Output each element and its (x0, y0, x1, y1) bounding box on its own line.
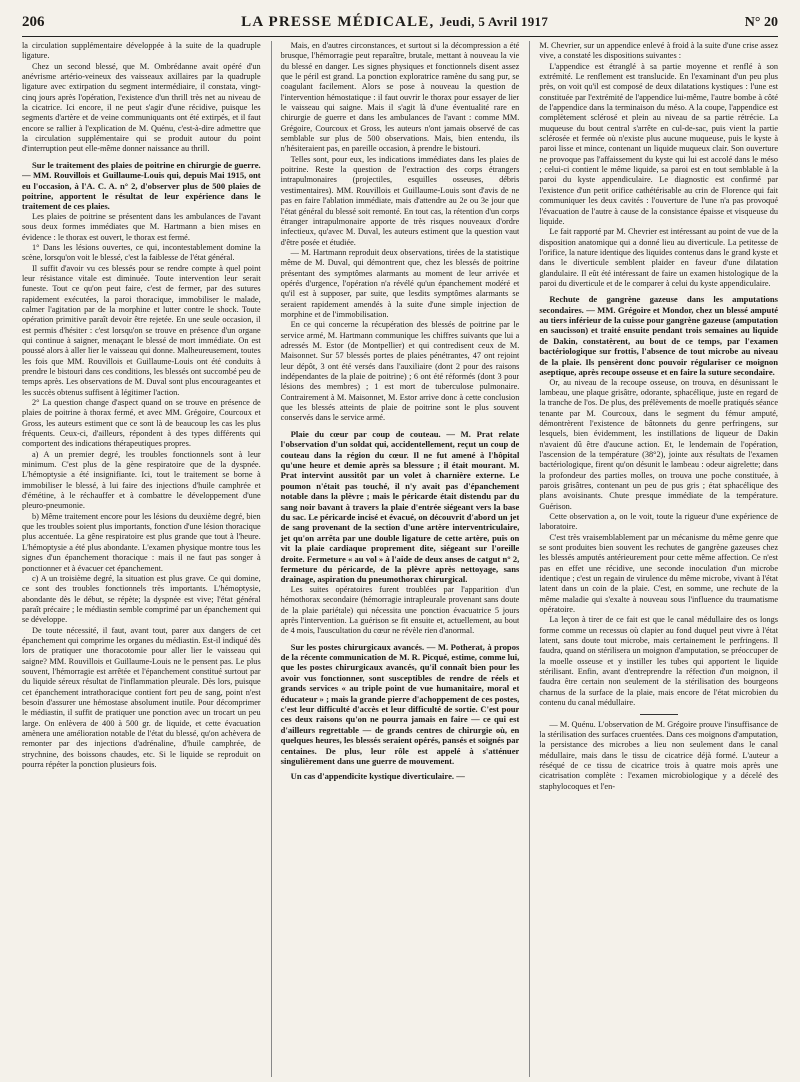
article-paragraph: Les plaies de poitrine se présentent dans les ambulances de l'avant sous deux formes immédiates que M. Hartmann a bien mises en évidence : le thorax est ouvert, le thorax est fermé. (22, 211, 261, 242)
article-paragraph: la circulation supplémentaire développée à la suite de la quadruple ligature. (22, 41, 261, 61)
article-paragraph: Chez un second blessé, que M. Ombrédanne avait opéré d'un anévrisme artério-veineux des vaisseaux axillaires par la quadruple ligature avec extirpation du segment intermédiaire, il constata, vingt-cinq jours après l'opération, l'existence d'un thrill très net au niveau de la cicatrice. Ici encore, il ne peut s'agir d'une récidive, puisque les segments d'artère et de veine communiquants ont été extirpés, et il faut encore se rallier à l'explication de M. Quénu, c'est-à-dire admettre que la circulation supplémentaire qui se produit autour du point d'interruption peut elle-même donner naissance au thrill. (22, 61, 261, 154)
article-paragraph: L'appendice est étranglé à sa partie moyenne et renflé à son extrémité. Le renflement est translucide. En l'examinant d'un peu plus près, on voit qu'il est composé de deux dilatations kystiques : l'une est constituée par l'extrémité de l'appendice lui-même, l'autre bombe à côté de l'appendice dans la terminaison du méso. A la coupe, l'appendice est complètement sclérosé et plein au niveau de sa partie rétrécie. La muqueuse du bout central s'arrête en cul-de-sac, puis vient la partie sclérosée et fermée où n'existe plus aucune muqueuse, puis le kyste à paroi lisse et mince, contenant un liquide muqueux clair. Son ouverture ne provoque pas l'affaissement du kyste qui lui est accolé dans le méso ; celui-ci contient le même liquide, sa paroi est en tout semblable à la paroi du kyste appendiculaire. Le diagnostic est confirmé par l'existence d'un petit orifice cathétérisable au crin de Florence qui fait communiquer les deux cavités : l'ouverture de l'une n'a pas provoqué l'évacuation de l'autre à cause de la consistance épaisse et visqueuse du liquide. (539, 61, 779, 226)
article-paragraph: — M. Hartmann reproduit deux observations, tirées de la statistique même de M. Duval, qui démontrent que, chez les blessés de poitrine présentant des symptômes alarmants au moment de leur arrivée et opérés d'urgence, l'opération n'a révélé qu'un épanchement modéré et qu'il est à supposer, par suite, que lesdits symptômes alarmants se seraient rapidement amendés à la suite d'une simple injection de morphine et de l'immobilisation. (280, 247, 520, 319)
article-paragraph: De toute nécessité, il faut, avant tout, parer aux dangers de cet épanchement qui comprime les organes du médiastin. Est-il indiqué dès lors de pratiquer une thoracotomie pour aller lier le vaisseau qui saigne? MM. Rouvillois et Guillaume-Louis ne le pensent pas. Le plus souvent, l'hémorragie est arrêtée et l'épanchement constitué surtout par du liquide séreux résultat de l'inflammation pleurale. Dès lors, puisque cet épanchement intrathoracique contient fort peu de sang, point n'est besoin d'assurer une hémostase absolument inutile. Pour décomprimer le médiastin, il suffit de pratiquer une ponction avec un trocart un peu large. On enlèvera de 400 à 500 gr. de liquide, et cette évacuation amènera une amélioration notable de l'état du blessé, qu'on achèvera de remonter par des injections d'adrénaline, d'huile camphrée, de strychnine, des boissons chaudes, etc. Si le liquide se reproduit on pourra répéter la ponction plusieurs fois. (22, 625, 261, 770)
article-paragraph: 2° La question change d'aspect quand on se trouve en présence de plaies de poitrine à thorax fermé, et avec MM. Grégoire, Courcoux et Gross, les auteurs estiment que ce sont là de beaucoup les cas les plus fréquents. Ceux-ci, d'ailleurs, répondent à des types différents qui comportent des indications thérapeutiques propres. (22, 398, 261, 449)
columns (22, 41, 778, 1077)
column-left (22, 41, 261, 1077)
issue-date: Jeudi, 5 Avril 1917 (439, 14, 549, 29)
section-heading-paragraph: Plaie du cœur par coup de couteau. — M. Prat relate l'observation d'un soldat qui, accidentellement, reçut un coup de couteau dans la région du cœur. Il ne fut amené à l'hôpital qu'une heure et demie après sa blessure ; il était mourant. M. Prat intervint aussitôt par un volet à charnière externe. Le poumon n'était pas touché, il n'y avait pas d'épanchement notable dans la plèvre ; mais le péricarde était distendu par du sang noir bavant à travers la plaie d'entrée siégeant vers la base du sac. Le péricarde incisé et évacué, on découvrit d'abord un jet de sang provenant de la section d'une artère interventriculaire, jet qu'on arrêta par une double ligature de cette artère, puis on vit la plaie cardiaque proprement dite, siégeant sur l'oreille droite. Fermeture « au vol » à l'aide de deux anses de catgut n° 2, fermeture du péricarde, de la plèvre après nettoyage, sans drainage, aspiration du pneumothorax chirurgical. (280, 428, 520, 585)
section-heading-paragraph: Sur le traitement des plaies de poitrine en chirurgie de guerre. — MM. Rouvillois et Guillaume-Louis qui, depuis Mai 1915, ont eu l'occasion, à l'A. C. A. n° 2, d'observer plus de 500 plaies de poitrine, apportent le résultat de leur expérience dans le traitement de ces plaies. (22, 159, 261, 212)
article-paragraph: C'est très vraisemblablement par un mécanisme du même genre que se sont produites bien souvent les rechutes de gangrène gazeuses chez les blessés amputés antérieurement pour cette même affection. Ce n'est pas en effet une récidive, une seconde inoculation d'un microbe identique ; c'est un regain de virulence du même microbe, vivant à l'état latent dans un coin de la plaie. C'est, en somme, une rechute de la même maladie qui s'exalte à nouveau sous l'influence du traumatisme opératoire. (539, 532, 779, 615)
section-heading-paragraph: Rechute de gangrène gazeuse dans les amputations secondaires. — MM. Grégoire et Mondor, chez un blessé amputé au tiers inférieur de la cuisse pour gangrène gazeuse (amputation en saucisson) et traité ensuite pendant trois semaines au liquide de Dakin, constatèrent, au bout de ce temps, par l'examen bactériologique sur frottis, l'absence de tout microbe au niveau de la plaie. Ils pensèrent donc pouvoir régulariser ce moignon aseptique, après recoupe osseuse et en faire la suture secondaire. (539, 294, 779, 378)
section-heading-paragraph: Un cas d'appendicite kystique diverticulaire. — (290, 771, 465, 782)
page-number: 206 (22, 14, 45, 30)
article-paragraph: M. Chevrier, sur un appendice enlevé à froid à la suite d'une crise assez vive, a constaté les dispositions suivantes : (539, 41, 779, 61)
masthead (241, 14, 548, 31)
issue-number: N° 20 (744, 15, 778, 30)
article-paragraph: c) A un troisième degré, la situation est plus grave. Ce qui domine, ce sont des troubles fonctionnels très importants. L'hémoptysie, abondante dès le début, se répète; la dyspnée est vive; l'état général paraît précaire ; le médiastin semble comprimé par un épanchement qui se développe. (22, 573, 261, 625)
article-paragraph: Or, au niveau de la recoupe osseuse, on trouva, en désunissant le lambeau, une plaque grisâtre, odorante, sphacélique, juste en regard de la tranche de l'os. De plus, des prélèvements de moelle pratiqués séance tenante par M. Courcoux, dans le segment du fémur amputé, démontrèrent l'existence de bâtonnets du genre perfringens, sur lesquels, bien évidemment, les instillations de liqueur de Dakin n'avaient dû être d'aucune action. Et, le lendemain de l'opération, l'ascension de la température (38°2), jointe aux résultats de l'examen bactériologique, firent qu'on désunit le lambeau : odeur aigrelette; dans la profondeur des parties molles, on trouva une poche constituée, à parois grisâtres, contenant un peu de pus gris ; état sphacélique des plans avoisinants. Chute presque immédiate de la température. Guérison. (539, 377, 779, 511)
article-paragraph: Cette observation a, on le voit, toute la rigueur d'une expérience de laboratoire. (539, 511, 779, 532)
article-paragraph: Il suffit d'avoir vu ces blessés pour se rendre compte à quel point leur résistance vitale est diminuée. Toute intervention leur serait funeste. Tout ce qu'on peut faire, c'est de fermer, par des sutures rapidement exécutées, la paroi thoracique, immobiliser le malade, calmer l'agitation par de la morphine et lutter contre le shock. Toute opération primitive paraît devoir être rejetée. En une seule occasion, il est permis d'hésiter : c'est lorsqu'on se trouve en présence d'un organe qui continue à saigner, menaçant le blessé de mort immédiate. On est poussé alors à aller lier le vaisseau qui donne. Malheureusement, toutes les fois que MM. Rouvillois et Guillaume-Louis ont été conduits à prendre le bistouri dans ces conditions, les blessés ont succombé peu de temps après. Les observations de M. Duval sont plus encourageantes et les succès obtenus suffisent à légitimer l'action. (22, 263, 261, 397)
article-paragraph: Les suites opératoires furent troublées par l'apparition d'un hémothorax secondaire (hémorragie intrapleurale provenant sans doute de la plaie pariétale) qui nécessita une ponction évacuatrice 5 jours après l'intervention. La guérison se fit ensuite et, actuellement, au bout de 4 mois, l'auscultation du cœur ne révèle rien d'anormal. (280, 584, 520, 636)
section-heading-paragraph: Sur les postes chirurgicaux avancés. — M. Potherat, à propos de la récente communication de M. R. Picqué, estime, comme lui, que les postes chirurgicaux avancés, qu'il connaît bien pour les avoir vus fonctionner, sont susceptibles de rendre de réels et grands services « au triple point de vue humanitaire, moral et éducateur » ; mais la grande pierre d'achoppement de ces postes, c'est leur difficulté d'accès et leur difficulté de sortie. C'est pour ces deux raisons qu'on ne pourra jamais en faire — ce qui est d'ailleurs regrettable — de grands centres de chirurgie où, en quelques heures, les blessés seraient opérés, pansés et soignés par centaines. De plus, leur rôle est appelé à s'atténuer singulièrement dans une guerre de mouvement. (280, 641, 520, 766)
article-paragraph: La leçon à tirer de ce fait est que le canal médullaire des os longs forme comme un recessus où clapier au fond duquel peut vivre à l'état latent, sans doute tout microbe, mais certainement le perfringens. Il faudra, quand on stérilisera un moignon d'amputation, se préoccuper de la moelle osseuse et y instiller les tubes qui apportent le liquide stérilisant. Enfin, avant d'entreprendre la réfection d'un moignon, il faudra être certain non seulement de la stérilisation des bourgeons charnus de la surface de la plaie, mais encore de l'état microbien du contenu du canal médullaire. (539, 615, 779, 708)
article-paragraph: a) A un premier degré, les troubles fonctionnels sont à leur minimum. C'est plus de la gène respiratoire que de la dyspnée. L'hémoptysie a été insignifiante. Ici, tout le traitement se borne à immobiliser le blessé, à lui faire des injections d'huile camphrée et d'émétine, à le réchauffer et à combattre le développement d'une pleuro-pneumonie. (22, 449, 261, 511)
page-header (22, 14, 778, 37)
article-paragraph: 1° Dans les lésions ouvertes, ce qui, incontestablement domine la scène, lorsqu'on voit le blessé, c'est la faiblesse de l'état général. (22, 242, 261, 263)
article-paragraph: En ce qui concerne la récupération des blessés de poitrine par le service armé, M. Hartmann communique les chiffres suivants que lui a adressés M. Estor (de Montpellier) et qui contredisent ceux de M. Maisonnet. Sur 57 blessés portes de plaies pénétrantes, 47 ont rejoint leur dépôt, 3 ont été versés dans l'auxiliaire (dont 2 pour des raisons indépendantes de la plaie de poitrine) ; 6 ont été réformés (dont 3 pour lésions des membres) ; 1 est mort de tuberculose pulmonaire. Contrairement à M. Maisonnet, M. Estor arrive donc à cette conclusion que les blessés atteints de plaie de poitrine sont le plus souvent conservés dans le service armé. (280, 320, 520, 423)
article-paragraph: — M. Quénu. L'observation de M. Grégoire prouve l'insuffisance de la stérilisation des surfaces cruentées. Dans ces moignons d'amputation, la persistance des microbes a lieu non seulement dans le canal médullaire, mais dans le tissu de cicatrice déjà formé. L'auteur a réséqué de ce tissu de cicatrice trois à quatre mois après une cicatrisation complète : l'examen microbiologique y a décelé des staphylocoques et l'en- (539, 719, 779, 791)
article-paragraph: Telles sont, pour eux, les indications immédiates dans les plaies de poitrine. Reste la question de l'extraction des corps étrangers intrapulmonaires (projectiles, esquilles osseuses, débris vestimentaires). MM. Rouvillois et Guillaume-Louis sont d'avis de ne pas en faire l'ablation immédiate, mais d'attendre au 2e ou 3e jour que l'état général du blessé soit remonté. En tout cas, la rétention d'un corps étranger intrapulmonaire apporte de très risques nouveaux d'ordre infectieux, qu'avec M. Duval, les auteurs estiment que la question vaut d'être posée et étudiée. (280, 154, 520, 247)
journal-title: LA PRESSE MÉDICALE, (241, 14, 435, 30)
section-divider (640, 714, 678, 715)
article-paragraph: Le fait rapporté par M. Chevrier est intéressant au point de vue de la disposition anatomique qui a donné lieu au diverticule. La petitesse de l'orifice, la nature identique des liquides contenus dans le grand kyste et dans le diverticule semblent plaider en faveur d'une dilatation glandulaire. Il eût été intéressant de faire un examen histologique de la paroi du diverticule et de le comparer à celui du kyste appendiculaire. (539, 227, 779, 288)
article-paragraph: Mais, en d'autres circonstances, et surtout si la décompression a été brusque, l'hémorragie peut reparaître, brutale, mettant à nouveau la vie du blessé en danger. Les signes physiques et fonctionnels disent assez que le péril est grand. La ponction exploratrice ramène du sang pur, se coagulant facilement. Alors se pose à nouveau la question de l'intervention hémostatique : il faut ouvrir le thorax pour essayer de lier le vaisseau qui saigne. Mais il s'agit là d'une éventualité rare en chirurgie de guerre et dans les ambulances de l'avant : comme MM. Grégoire, Courcoux et Gross, les auteurs n'ont jamais observé de cas semblable sur plus de 500 observations. Mais, bien entendu, ils n'hésiteraient pas, en pareille occasion, à prendre le bistouri. (280, 41, 520, 154)
column-middle (271, 41, 520, 1077)
column-right (529, 41, 778, 1077)
article-paragraph: b) Même traitement encore pour les lésions du deuxième degré, bien que les troubles soient plus importants, fonction d'une lésion thoracique plus accentuée. La gêne respiratoire est plus grande que tout à l'heure. L'hémoptysie a été plus abondante. L'examen physique montre tous les signes d'un épanchement thoracique : mais il ne faut pas songer à ponctionner et à évacuer cet épanchement. (22, 511, 261, 573)
